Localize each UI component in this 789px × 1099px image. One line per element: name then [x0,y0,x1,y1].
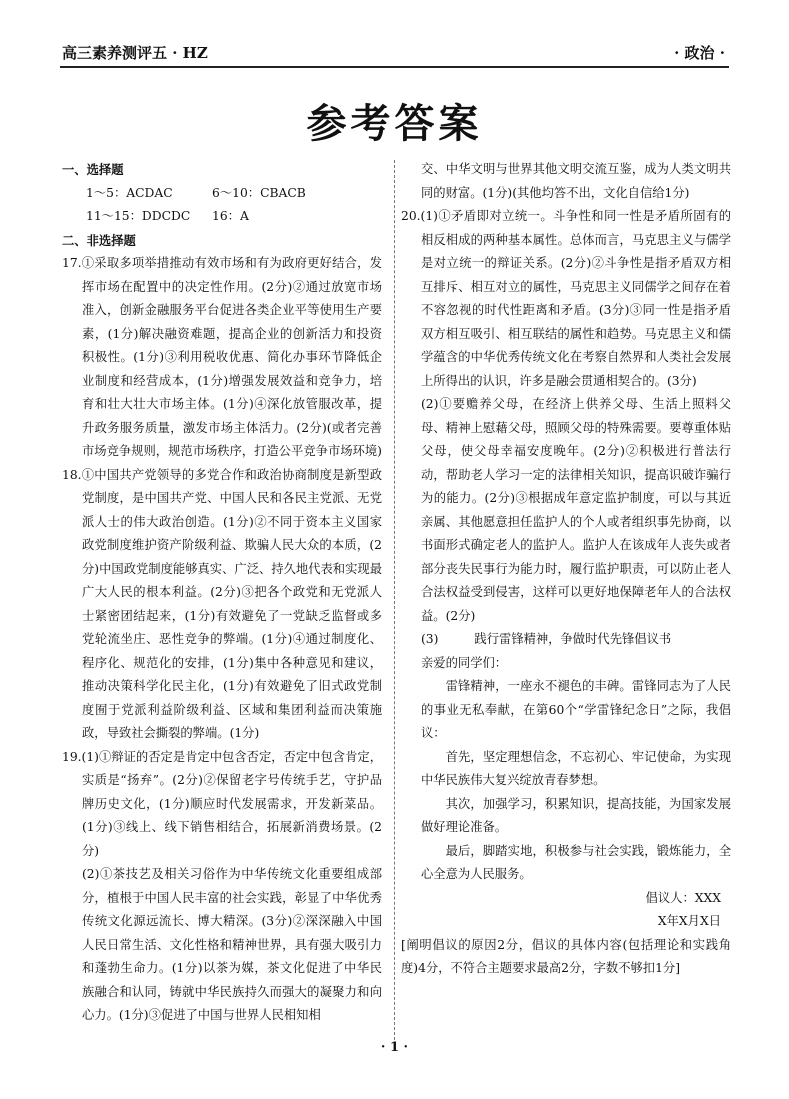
choice-answers-16: 16：A [212,209,249,223]
proposal-paragraph-1: 雷锋精神，一座永不褪色的丰碑。雷锋同志为了人民的事业无私奉献，在第60个“学雷锋纪念日”之际，我倡议： [421,679,731,740]
choice-answers-row-1 [62,182,382,206]
proposal-paragraph-4: 最后，脚踏实地，积极参与社会实践，锻炼能力，全心全意为人民服务。 [421,843,731,881]
page-number: · 1 · [380,1040,409,1055]
column-divider [394,160,396,1040]
answer-20-3-number: (3) [421,632,439,646]
right-column [401,158,731,981]
page-title: 参考答案 [306,101,483,147]
proposal-date: X年X月X日 [657,914,721,928]
header-subject: · 政治 · [674,44,725,62]
answer-18: 18.①中国共产党领导的多党合作和政治协商制度是新型政党制度，是中国共产党、中国人民和各民主党派、无党派人士的伟大政治创造。(1分)②不同于资本主义国家政党制度维护资产阶级利益、欺骗人民大众的本质，(2分)中国政党制度能够真实、广泛、持久地代表和实现最广大人民的根本利益。(2分)③把各个政党和无党派人士紧密团结起来，(1分)有效避免了一党缺乏监督或多党轮流坐庄、恶性竞争的弊端。(1分)④通过制度化、程序化、规范化的安排，(1分)集中各种意见和建议，推动决策科学化民主化，(1分)有效避免了旧式政党制度囿于党派利益阶级利益、区域和集团利益而决策施政，导致社会撕裂的弊端。(1分) [62,467,382,740]
proposal-heading [401,628,731,652]
page-header [60,38,729,68]
scoring-note: [阐明倡议的原因2分，倡议的具体内容(包括理论和实践角度)4分，不符合主题要求最高2分，字数不够扣1分] [401,937,731,975]
answer-20-1: 20.(1)①矛盾即对立统一。斗争性和同一性是矛盾所固有的相反相成的两种基本属性。总体而言，马克思主义与儒学是对立统一的辩证关系。(2分)②斗争性是指矛盾双方相互排斥、相互对立的属性，马克思主义同儒学之间存在着不容忽视的时代性距离和矛盾。(3分)③同一性是指矛盾双方相互吸引、相互联结的属性和趋势。马克思主义和儒学蕴含的中华优秀传统文化在考察自然界和人类社会发展上所得出的认识，许多是融会贯通相契合的。(3分) [401,209,731,388]
answer-20-2: (2)①要赡养父母，在经济上供养父母、生活上照料父母、精神上慰藉父母，照顾父母的特殊需要。要尊重体贴父母，使父母幸福安度晚年。(2分)②积极进行普法行动，帮助老人学习一定的法律相关知识，提高识破诈骗行为的能力。(2分)③根据成年意定监护制度，可以与其近亲属、其他愿意担任监护人的个人或者组织事先协商，以书面形式确定老人的监护人。监护人在该成年人丧失或者部分丧失民事行为能力时，履行监护职责，可以防止老人合法权益受到侵害，这样可以更好地保障老年人的合法权益。(2分) [421,397,731,623]
answer-19-2: (2)①茶技艺及相关习俗作为中华传统文化重要组成部分，植根于中国人民丰富的社会实践，彰显了中华优秀传统文化源远流长、博大精深。(3分)②深深融入中国人民日常生活、文化性格和精神世界，具有强大吸引力和蓬勃生命力。(1分)以茶为媒，茶文化促进了中华民族融合和认同，铸就中华民族持久而强大的凝聚力和向心力。(1分)③促进了中国与世界人民相知相 [82,867,382,1022]
answer-19-1: 19.(1)①辩证的否定是肯定中包含否定，否定中包含肯定，实质是“扬弃”。(2分)②保留老字号传统手艺，守护品牌历史文化，(1分)顺应时代发展需求，开发新菜品。(1分)③线上、线下销售相结合，拓展新消费场景。(2分) [62,749,382,858]
header-exam-name: 高三素养测评五 · HZ [62,44,208,62]
proposal-signer: 倡议人：XXX [645,890,721,905]
proposal-salutation: 亲爱的同学们： [421,655,508,670]
section-open-title: 二、非选择题 [62,232,136,248]
section-choice-title: 一、选择题 [62,162,124,177]
choice-answers-6-10: 6～10：CBACB [212,185,306,200]
choice-answers-1-5: 1～5：ACDAC [86,185,173,200]
proposal-title: 践行雷锋精神，争做时代先锋倡议书 [474,632,672,646]
choice-answers-11-15: 11～15：DDCDC [86,209,191,223]
left-column [62,158,382,1028]
choice-answers-row-2 [62,205,382,229]
proposal-paragraph-2: 首先，坚定理想信念，不忘初心、牢记使命，为实现中华民族伟大复兴绽放青春梦想。 [421,749,731,787]
answer-19-2-continued: 交、中华文明与世界其他文明交流互鉴，成为人类文明共同的财富。(1分)(其他均答不出，文化自信给1分) [421,162,731,200]
proposal-paragraph-3: 其次，加强学习，积累知识，提高技能，为国家发展做好理论准备。 [421,796,731,834]
answer-17: 17.①采取多项举措推动有效市场和有为政府更好结合，发挥市场在配置中的决定性作用。(2分)②通过放宽市场准入，创新金融服务平台促进各类企业平等使用生产要素，(1分)解决融资难题，提高企业的创新活力和投资积极性。(1分)③利用税收优惠、简化办事环节降低企业制度和经营成本，(1分)增强发展效益和竞争力，培育和壮大壮大市场主体。(1分)④深化放管服改革，提升政务服务质量，激发市场主体活力。(2分)(或者完善市场竞争规则，规范市场秩序，打造公平竞争市场环境) [62,256,382,458]
